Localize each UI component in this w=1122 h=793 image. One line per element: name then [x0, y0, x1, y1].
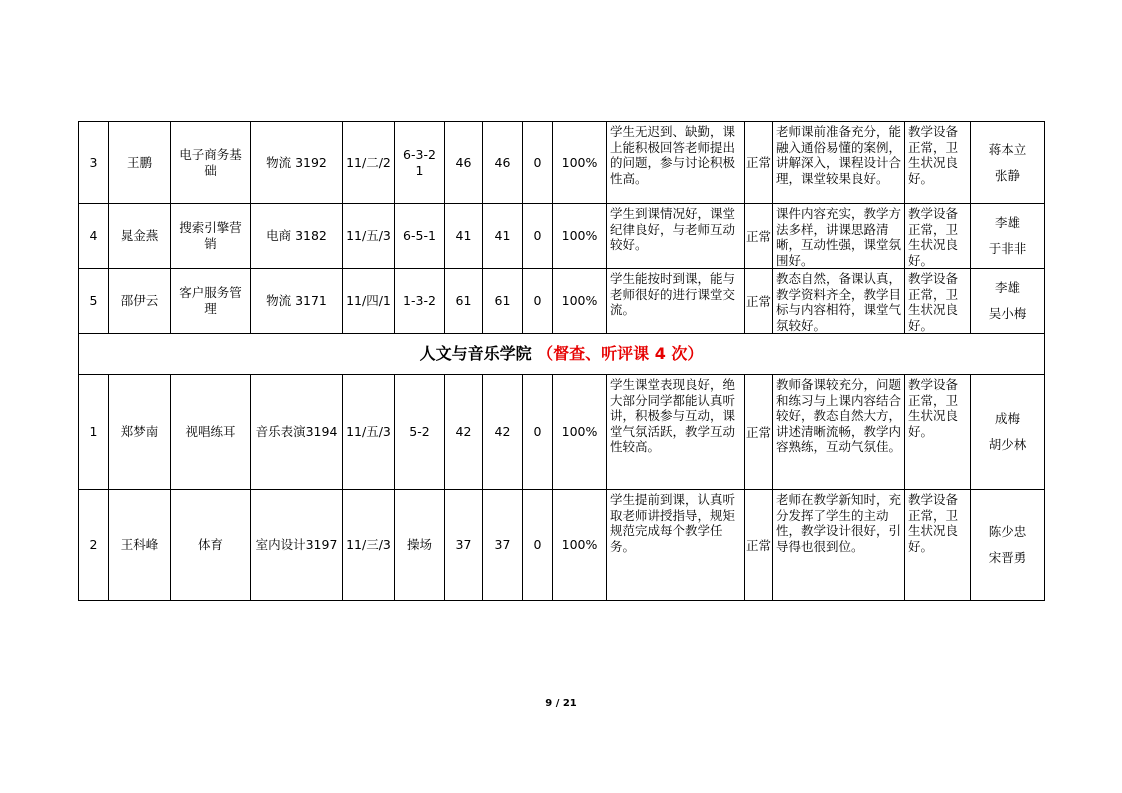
- teacher-name: 晁金燕: [109, 204, 171, 269]
- inspectors: [971, 122, 1045, 204]
- inspector-name: 蒋本立: [988, 141, 1027, 157]
- inspector-name: 宋晋勇: [988, 550, 1027, 565]
- actual-count: 41: [483, 204, 523, 269]
- expected-count: 46: [445, 122, 483, 204]
- absent-count: 0: [523, 269, 553, 334]
- attendance-rate: 100%: [553, 204, 607, 269]
- expected-count: 41: [445, 204, 483, 269]
- table-section-b: [79, 375, 1045, 601]
- absent-count: 0: [523, 122, 553, 204]
- class-period: 1-3-2: [395, 269, 445, 334]
- class-period: 5-2: [395, 375, 445, 490]
- teacher-name: 王鹏: [109, 122, 171, 204]
- facility-evaluation: 教学设备正常，卫生状况良好。: [905, 375, 971, 490]
- student-evaluation: 学生课堂表现良好，绝大部分同学都能认真听讲，积极参与互动，课堂气氛活跃，教学互动性较高。: [607, 375, 745, 490]
- class-date: 11/四/1: [343, 269, 395, 334]
- student-evaluation: 学生能按时到课，能与老师很好的进行课堂交流。: [607, 269, 745, 334]
- attendance-rate: 100%: [553, 269, 607, 334]
- student-evaluation: 学生到课情况好，课堂纪律良好，与老师互动较好。: [607, 204, 745, 269]
- class-date: 11/五/3: [343, 204, 395, 269]
- student-evaluation: 学生提前到课，认真听取老师讲授指导，规矩规范完成每个教学任务。: [607, 490, 745, 601]
- class-name: 室内设计3197: [251, 490, 343, 601]
- attendance-rate: 100%: [553, 490, 607, 601]
- absent-count: 0: [523, 204, 553, 269]
- row-number: 2: [79, 490, 109, 601]
- inspector-name: 成梅: [994, 411, 1020, 426]
- student-evaluation: 学生无迟到、缺勤，课上能积极回答老师提出的问题，参与讨论积极性高。: [607, 122, 745, 204]
- section-note: （督查、听评课 4 次）: [537, 344, 704, 363]
- course-name: 体育: [171, 490, 251, 601]
- table-row: [79, 375, 1045, 490]
- teacher-evaluation: 教态自然，备课认真，教学资料齐全，教学目标与内容相符，课堂气氛较好。: [773, 269, 905, 334]
- attendance-status: 正常: [745, 269, 773, 334]
- inspection-table: [78, 121, 1045, 601]
- facility-evaluation: 教学设备正常，卫生状况良好。: [905, 204, 971, 269]
- class-name: 物流 3171: [251, 269, 343, 334]
- section-title: 人文与音乐学院: [419, 344, 532, 363]
- inspector-name: 李雄: [994, 215, 1020, 230]
- class-period: 6-3-2 1: [395, 122, 445, 204]
- absent-count: 0: [523, 490, 553, 601]
- attendance-status: 正常: [745, 490, 773, 601]
- row-number: 4: [79, 204, 109, 269]
- attendance-rate: 100%: [553, 122, 607, 204]
- class-period: 操场: [395, 490, 445, 601]
- inspector-name: 张静: [994, 167, 1020, 183]
- row-number: 1: [79, 375, 109, 490]
- section-header-row: [79, 334, 1045, 375]
- row-number: 5: [79, 269, 109, 334]
- table-section-header: [79, 334, 1045, 375]
- course-name: 客户服务管理: [171, 269, 251, 334]
- absent-count: 0: [523, 375, 553, 490]
- inspector-name: 于非非: [988, 241, 1027, 256]
- teacher-name: 王科峰: [109, 490, 171, 601]
- inspectors: [971, 490, 1045, 601]
- attendance-status: 正常: [745, 375, 773, 490]
- teacher-name: 郑梦南: [109, 375, 171, 490]
- inspector-name: 李雄: [994, 280, 1020, 295]
- class-name: 电商 3182: [251, 204, 343, 269]
- teacher-evaluation: 老师课前准备充分，能融入通俗易懂的案例，讲解深入，课程设计合理，课堂较果良好。: [773, 122, 905, 204]
- course-name: 搜索引擎营销: [171, 204, 251, 269]
- class-period: 6-5-1: [395, 204, 445, 269]
- table-row: [79, 269, 1045, 334]
- teacher-evaluation: 课件内容充实，教学方法多样，讲课思路清晰，互动性强，课堂氛围好。: [773, 204, 905, 269]
- actual-count: 46: [483, 122, 523, 204]
- table-section-a: [79, 122, 1045, 334]
- class-name: 物流 3192: [251, 122, 343, 204]
- table-row: [79, 204, 1045, 269]
- inspectors: [971, 375, 1045, 490]
- table-row: [79, 490, 1045, 601]
- section-title-cell: [79, 334, 1045, 375]
- class-date: 11/二/2: [343, 122, 395, 204]
- teacher-evaluation: 老师在教学新知时，充分发挥了学生的主动性，教学设计很好，引导得也很到位。: [773, 490, 905, 601]
- course-name: 视唱练耳: [171, 375, 251, 490]
- teacher-evaluation: 教师备课较充分，问题和练习与上课内容结合较好，教态自然大方，讲述清晰流畅，教学内容熟练，互动气氛佳。: [773, 375, 905, 490]
- teacher-name: 邵伊云: [109, 269, 171, 334]
- class-name: 音乐表演3194: [251, 375, 343, 490]
- inspectors: [971, 204, 1045, 269]
- row-number: 3: [79, 122, 109, 204]
- expected-count: 42: [445, 375, 483, 490]
- expected-count: 61: [445, 269, 483, 334]
- course-name: 电子商务基础: [171, 122, 251, 204]
- facility-evaluation: 教学设备正常，卫生状况良好。: [905, 490, 971, 601]
- attendance-status: 正常: [745, 204, 773, 269]
- inspectors: [971, 269, 1045, 334]
- attendance-rate: 100%: [553, 375, 607, 490]
- actual-count: 37: [483, 490, 523, 601]
- inspector-name: 陈少忠: [988, 524, 1027, 539]
- inspector-name: 吴小梅: [988, 306, 1027, 321]
- actual-count: 61: [483, 269, 523, 334]
- expected-count: 37: [445, 490, 483, 601]
- facility-evaluation: 教学设备正常，卫生状况良好。: [905, 269, 971, 334]
- class-date: 11/五/3: [343, 375, 395, 490]
- inspector-name: 胡少林: [988, 437, 1027, 452]
- attendance-status: 正常: [745, 122, 773, 204]
- class-date: 11/三/3: [343, 490, 395, 601]
- facility-evaluation: 教学设备正常，卫生状况良好。: [905, 122, 971, 204]
- table-row: [79, 122, 1045, 204]
- actual-count: 42: [483, 375, 523, 490]
- page-number: 9 / 21: [545, 698, 577, 709]
